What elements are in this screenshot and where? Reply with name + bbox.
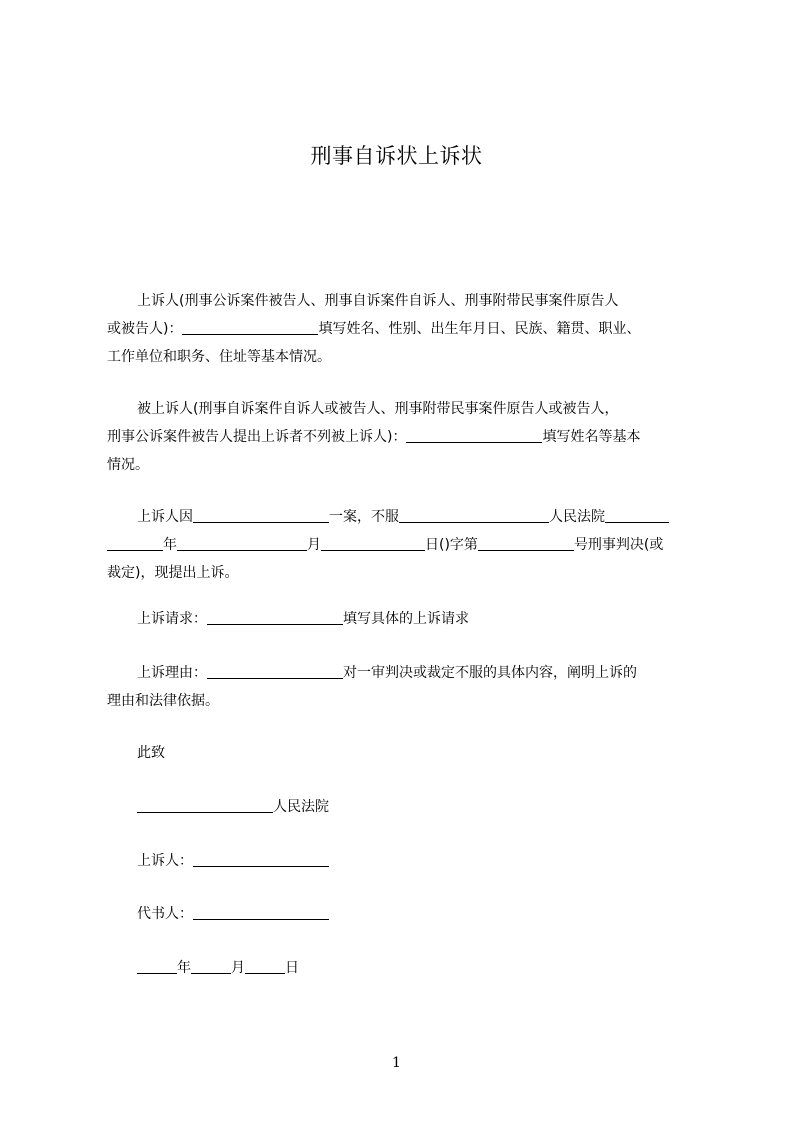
appellee-name-blank[interactable] xyxy=(406,426,542,443)
case-line-3: 裁定)，现提出上诉。 xyxy=(107,565,239,581)
case-year-text: 年 xyxy=(163,537,177,553)
date-month-blank[interactable] xyxy=(191,957,231,974)
date-day-text: 日 xyxy=(285,960,299,976)
appellant-label: 或被告人)： xyxy=(107,321,183,337)
case-name-blank[interactable] xyxy=(193,506,329,523)
salutation: 此致 xyxy=(137,745,165,761)
case-paragraph xyxy=(107,503,701,587)
court-name-blank[interactable] xyxy=(399,506,549,523)
month-blank[interactable] xyxy=(177,534,307,551)
case-day-text: 日()字第 xyxy=(425,537,478,553)
page-number: 1 xyxy=(392,1055,401,1071)
case-line-2 xyxy=(107,531,701,559)
request-blank[interactable] xyxy=(207,608,343,625)
appellee-line-1: 被上诉人(刑事自诉案件自诉人或被告人、刑事附带民事案件原告人或被告人， xyxy=(137,401,619,417)
date-paragraph xyxy=(107,954,701,982)
case-court-text: 人民法院 xyxy=(549,509,605,525)
case-not-accept-text: 一案，不服 xyxy=(329,509,399,525)
date-year-blank[interactable] xyxy=(137,957,177,974)
reason-blank[interactable] xyxy=(207,662,343,679)
reason-label: 上诉理由： xyxy=(137,665,207,681)
court-address-blank[interactable] xyxy=(137,796,273,813)
date-day-blank[interactable] xyxy=(245,957,285,974)
appellee-hint: 填写姓名等基本 xyxy=(542,429,641,445)
case-intro-text: 上诉人因 xyxy=(137,509,193,525)
court-address-text: 人民法院 xyxy=(273,799,329,815)
appellee-line-2 xyxy=(107,423,701,451)
appellant-line-1: 上诉人(刑事公诉案件被告人、刑事自诉案件自诉人、刑事附带民事案件原告人 xyxy=(137,293,619,309)
drafter-signature-blank[interactable] xyxy=(193,903,329,920)
appellant-line-3: 工作单位和职务、住址等基本情况。 xyxy=(107,349,331,365)
request-label: 上诉请求： xyxy=(137,611,207,627)
appellant-signature-label: 上诉人： xyxy=(137,853,193,869)
reason-line-1 xyxy=(107,659,701,687)
appellant-signature-paragraph xyxy=(107,847,701,875)
appellee-paragraph xyxy=(107,395,701,479)
court-address-line xyxy=(107,793,701,821)
appellant-paragraph xyxy=(107,287,701,371)
appellant-signature-blank[interactable] xyxy=(193,850,329,867)
drafter-signature-line xyxy=(107,900,701,928)
appellee-line-3: 情况。 xyxy=(107,457,149,473)
date-line xyxy=(107,954,701,982)
date-year-text: 年 xyxy=(177,960,191,976)
drafter-signature-paragraph xyxy=(107,900,701,928)
case-line-1 xyxy=(107,503,701,531)
case-month-text: 月 xyxy=(307,537,321,553)
date-month-text: 月 xyxy=(231,960,245,976)
court-address-paragraph xyxy=(107,793,701,821)
year-blank-a[interactable] xyxy=(605,506,669,523)
document-title: 刑事自诉状上诉状 xyxy=(310,144,483,168)
appellant-signature-line xyxy=(107,847,701,875)
reason-hint: 对一审判决或裁定不服的具体内容，阐明上诉的 xyxy=(343,665,637,681)
case-judgment-text: 号刑事判决(或 xyxy=(573,537,664,553)
reason-line-2: 理由和法律依据。 xyxy=(107,693,219,709)
reason-paragraph xyxy=(107,659,701,715)
request-hint: 填写具体的上诉请求 xyxy=(343,611,469,627)
request-line xyxy=(107,605,701,633)
appellant-name-blank[interactable] xyxy=(182,318,318,335)
case-number-blank[interactable] xyxy=(478,534,574,551)
appellant-line-2 xyxy=(107,315,701,343)
drafter-signature-label: 代书人： xyxy=(137,906,193,922)
appellee-label: 刑事公诉案件被告人提出上诉者不列被上诉人)： xyxy=(107,429,407,445)
salutation-paragraph xyxy=(107,739,701,767)
year-blank-b[interactable] xyxy=(107,534,163,551)
request-paragraph xyxy=(107,605,701,633)
appellant-hint: 填写姓名、性别、出生年月日、民族、籍贯、职业、 xyxy=(318,321,641,337)
day-blank[interactable] xyxy=(321,534,425,551)
